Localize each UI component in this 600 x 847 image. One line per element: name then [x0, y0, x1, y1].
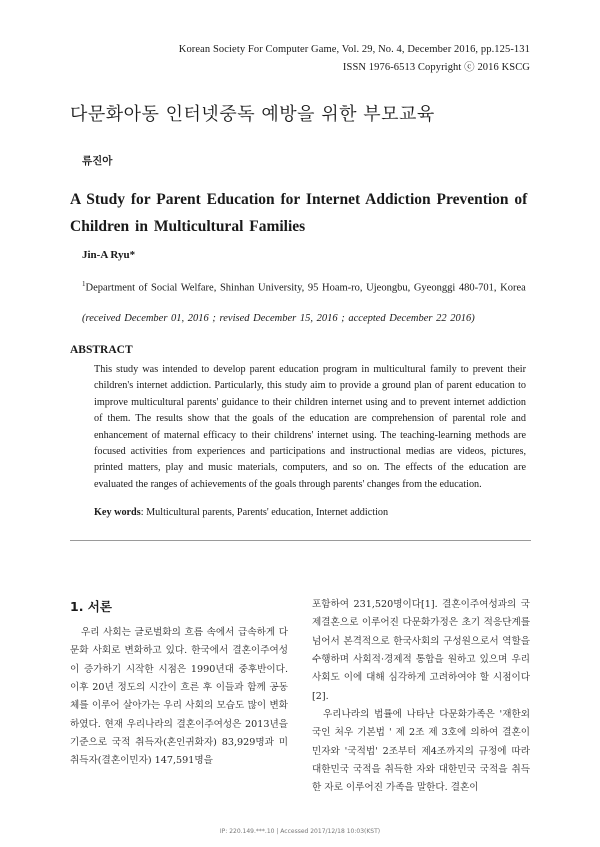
affiliation [82, 280, 526, 294]
body-paragraph: 포함하여 231,520명이다[1]. 결혼이주여성과의 국제결혼으로 이루어진 다문화가정은 초기 적응단계를 넘어서 본격적으로 한국사회의 구성원으로서 역할을 수행하며 사회적·경제적 통합을 원하고 있으며 우리사회도 이에 대해 심각하게 고려하여야 할 시점이다[2]. [312, 599, 530, 702]
english-author: Jin-A Ryu* [82, 249, 136, 261]
body-column-right [312, 596, 530, 798]
issn-copyright: ISSN 1976-6513 Copyright ⓒ 2016 KSCG [342, 62, 530, 73]
korean-title: 다문화아동 인터넷중독 예방을 위한 부모교육 [70, 104, 435, 125]
english-title: A Study for Parent Education for Internet Addiction Prevention of Children in Multicultural Families [70, 191, 528, 235]
section-heading-introduction: 1. 서론 [70, 599, 112, 614]
keywords-label: Key words [94, 507, 141, 518]
keywords [94, 507, 388, 518]
access-footer: IP: 220.149.***.10 | Accessed 2017/12/18 10:03(KST) [219, 828, 381, 835]
abstract-heading: ABSTRACT [70, 344, 133, 356]
received-dates: (received December 01, 2016 ; revised December 15, 2016 ; accepted December 22 2016) [82, 313, 475, 324]
affiliation-marker: 1 [82, 280, 86, 288]
abstract-text: This study was intended to develop parent education program in multicultural family to prevent their children's internet addiction. Particularly, this study aim to provide a ground plan of parent education to improve multicultural parents' guidance to their children internet using and to prevent internet addiction of them. The results show that the goals of the education are comprehension of parental role and enhancement of maternal efficacy to their childrens' internet using. The teaching-learning methods are focused activities from experiences and participations and instructional medias are videos, pictures, printed matters, play and music materials, computers, and so on. The effects of the education are evaluated the ranges of achievements of the goals through parents' changes from the education. [94, 364, 526, 490]
body-paragraph: 우리나라의 법률에 나타난 다문화가족은 '재한외국인 처우 기본법 ' 제 2조 제 3호에 의하여 결혼이민자와 '국적법' 2조부터 제4조까지의 규정에 따라 대한민국 국적을 취득한 자와 대한민국 국적을 취득한 자로 이루어진 가족을 말한다. 결혼이 [312, 709, 530, 794]
section-divider [70, 540, 531, 541]
keywords-text: : Multicultural parents, Parents' education, Internet addiction [140, 507, 389, 518]
korean-author: 류진아 [82, 155, 113, 167]
body-paragraph: 우리 사회는 글로벌화의 흐름 속에서 급속하게 다문화 사회로 변화하고 있다. 한국에서 결혼이주여성이 증가하기 시작한 시점은 1990년대 중후반이다. 이후 20년 정도의 시간이 흐른 후 이들과 함께 공동체를 이루어 살아가는 우리 사회의 모습도 많이 변화하였다. 현재 우리나라의 결혼이주여성은 2013년을 기준으로 국적 취득자(혼인귀화자) 83,929명과 미취득자(결혼이민자) 147,591명을 [70, 627, 288, 767]
journal-citation: Korean Society For Computer Game, Vol. 29, No. 4, December 2016, pp.125-131 [178, 44, 530, 55]
affiliation-text: Department of Social Welfare, Shinhan University, 95 Hoam-ro, Ujeongbu, Gyeonggi 480-701, Korea [85, 282, 526, 294]
body-column-left [70, 624, 288, 771]
